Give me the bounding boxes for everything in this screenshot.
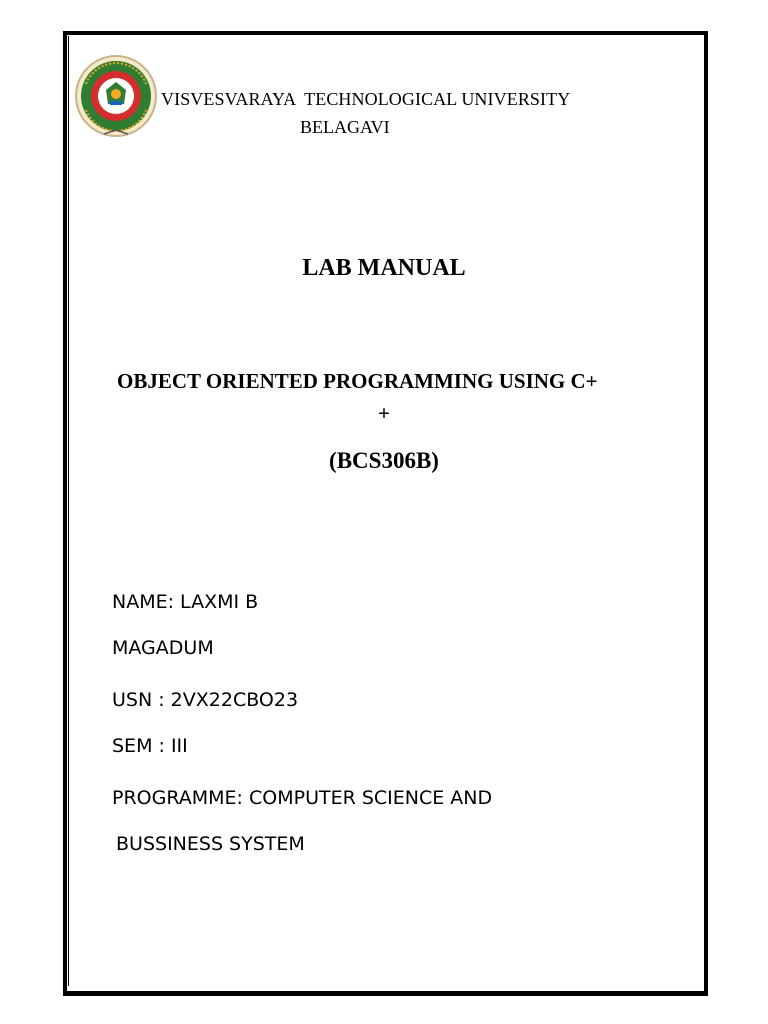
student-usn: USN : 2VX22CBO23 [112, 689, 299, 711]
student-semester: SEM : III [112, 735, 188, 757]
programme-line1: PROGRAMME: COMPUTER SCIENCE AND [112, 787, 493, 809]
university-seal-icon [74, 54, 158, 140]
student-name-line1: NAME: LAXMI B [112, 591, 259, 613]
inner-border-line [68, 36, 69, 986]
course-name-line1: OBJECT ORIENTED PROGRAMMING USING C+ [117, 369, 598, 393]
university-name: VISVESVARAYA TECHNOLOGICAL UNIVERSITY [161, 89, 571, 109]
document-title: LAB MANUAL [302, 255, 466, 281]
course-name-line2: + [378, 401, 390, 425]
university-location: BELAGAVI [300, 117, 390, 137]
programme-line2: BUSSINESS SYSTEM [116, 833, 305, 855]
student-name-line2: MAGADUM [112, 637, 214, 659]
course-code: (BCS306B) [329, 448, 439, 473]
